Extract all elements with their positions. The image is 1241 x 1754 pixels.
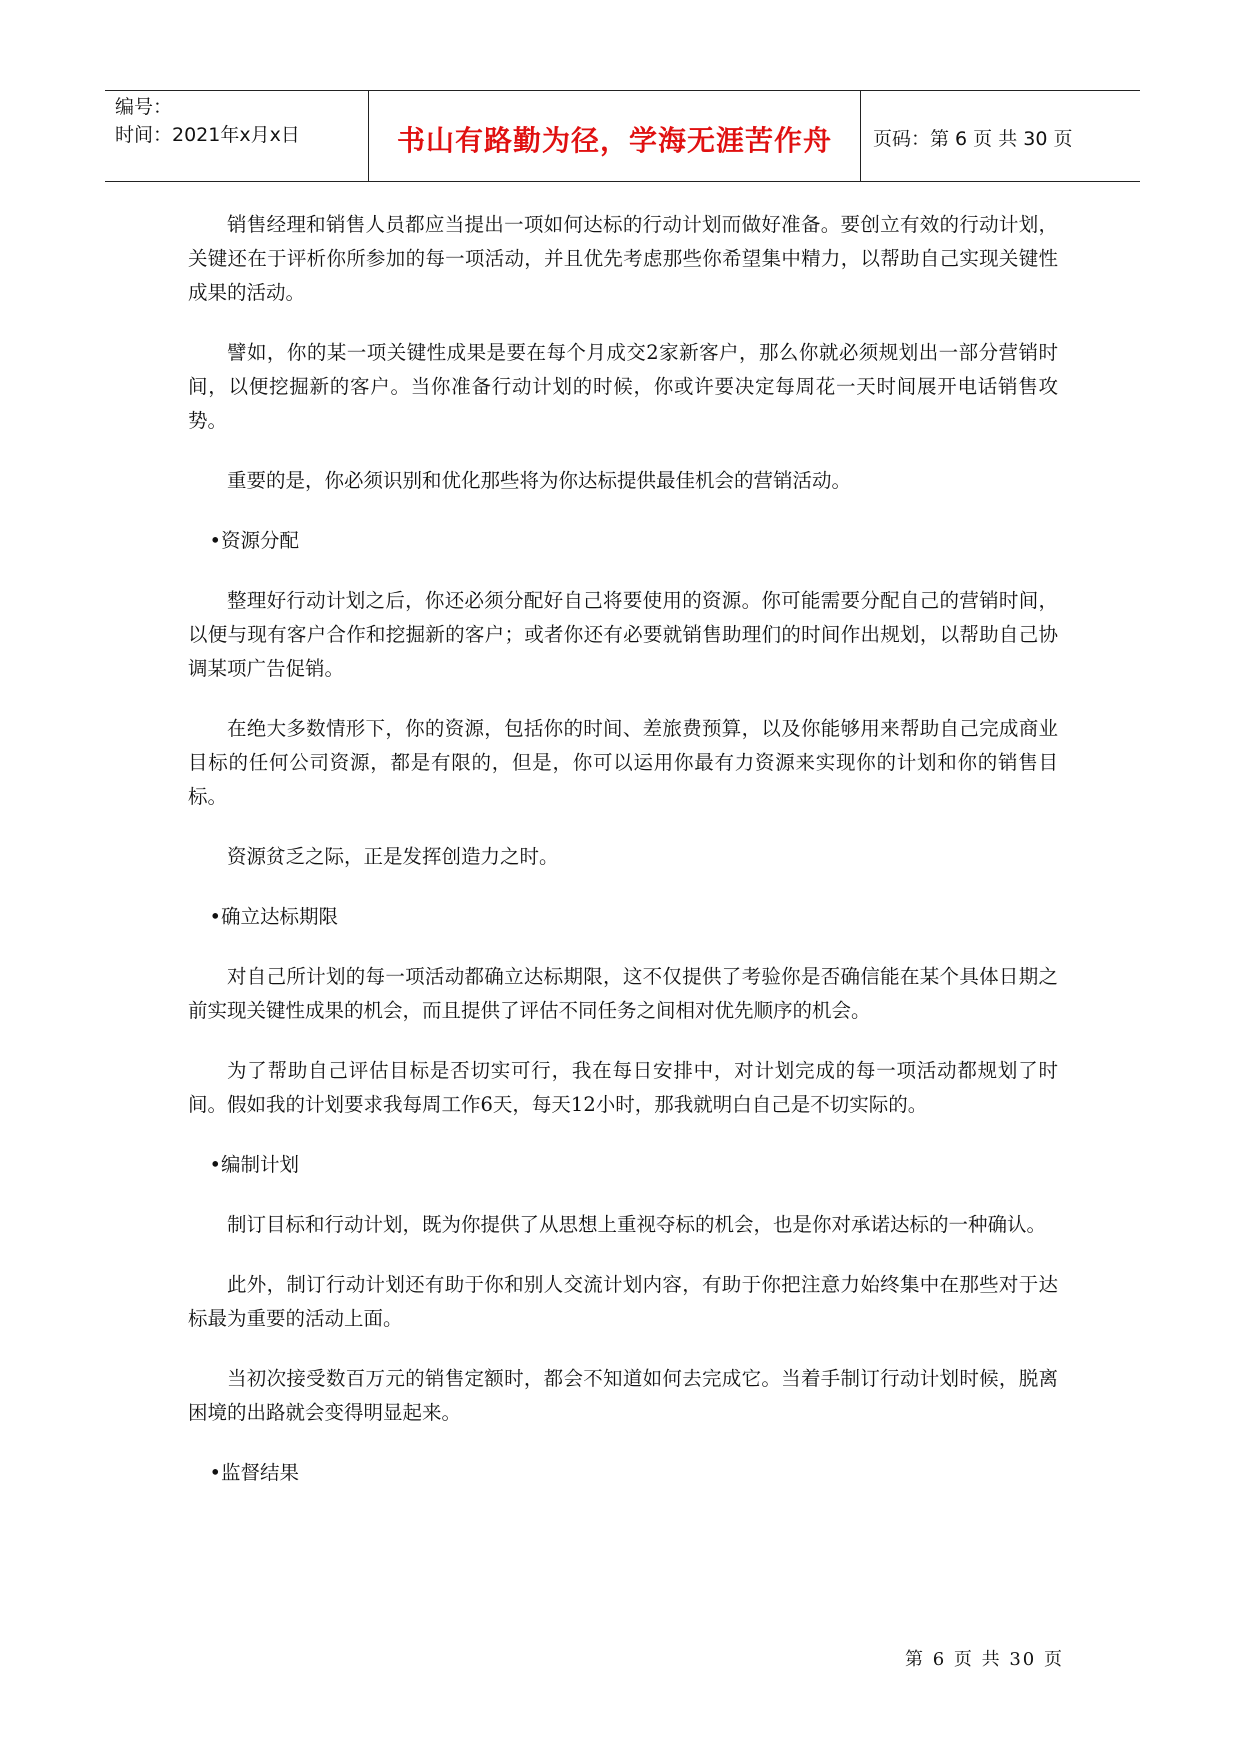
- paragraph: 制订目标和行动计划，既为你提供了从思想上重视夺标的机会，也是你对承诺达标的一种确认。: [227, 1213, 1047, 1236]
- page-header: [105, 90, 1140, 182]
- header-divider: [860, 91, 861, 181]
- paragraph: 重要的是，你必须识别和优化那些将为你达标提供最佳机会的营销活动。: [227, 469, 852, 492]
- document-body: [188, 208, 1058, 1516]
- paragraph: 此外，制订行动计划还有助于你和别人交流计划内容，有助于你把注意力始终集中在那些对于达标最为重要的活动上面。: [188, 1273, 1058, 1330]
- section-heading-deadlines: •确立达标期限: [209, 905, 338, 928]
- paragraph: 为了帮助自己评估目标是否切实可行，我在每日安排中，对计划完成的每一项活动都规划了时间。假如我的计划要求我每周工作6天，每天12小时，那我就明白自己是不切实际的。: [188, 1059, 1058, 1116]
- document-number-label: 编号：: [115, 96, 173, 118]
- header-page-number: 页码：第 6 页 共 30 页: [873, 128, 1073, 150]
- section-heading-resource-allocation: •资源分配: [209, 529, 299, 552]
- header-meta: [115, 93, 370, 149]
- paragraph: 在绝大多数情形下，你的资源，包括你的时间、差旅费预算，以及你能够用来帮助自己完成商业目标的任何公司资源，都是有限的，但是，你可以运用你最有力资源来实现你的计划和你的销售目标。: [188, 717, 1058, 808]
- paragraph: 譬如，你的某一项关键性成果是要在每个月成交2家新客户，那么你就必须规划出一部分营销时间，以便挖掘新的客户。当你准备行动计划的时候，你或许要决定每周花一天时间展开电话销售攻势。: [188, 341, 1058, 432]
- paragraph: 当初次接受数百万元的销售定额时，都会不知道如何去完成它。当着手制订行动计划时候，脱离困境的出路就会变得明显起来。: [188, 1367, 1058, 1424]
- section-heading-planning: •编制计划: [209, 1153, 299, 1176]
- header-motto: 书山有路勤为径，学海无涯苦作舟: [396, 124, 832, 157]
- page-footer: 第 6 页 共 30 页: [905, 1649, 1064, 1670]
- paragraph: 整理好行动计划之后，你还必须分配好自己将要使用的资源。你可能需要分配自己的营销时间，以便与现有客户合作和挖掘新的客户；或者你还有必要就销售助理们的时间作出规划，以帮助自己协调某项广告促销。: [188, 589, 1058, 680]
- paragraph: 对自己所计划的每一项活动都确立达标期限，这不仅提供了考验你是否确信能在某个具体日期之前实现关键性成果的机会，而且提供了评估不同任务之间相对优先顺序的机会。: [188, 965, 1058, 1022]
- paragraph: 销售经理和销售人员都应当提出一项如何达标的行动计划而做好准备。要创立有效的行动计划，关键还在于评析你所参加的每一项活动，并且优先考虑那些你希望集中精力，以帮助自己实现关键性成果的活动。: [188, 213, 1058, 304]
- document-time-label: 时间：2021年x月x日: [115, 124, 300, 146]
- section-heading-monitor-results: •监督结果: [209, 1461, 299, 1484]
- paragraph: 资源贫乏之际，正是发挥创造力之时。: [227, 845, 559, 868]
